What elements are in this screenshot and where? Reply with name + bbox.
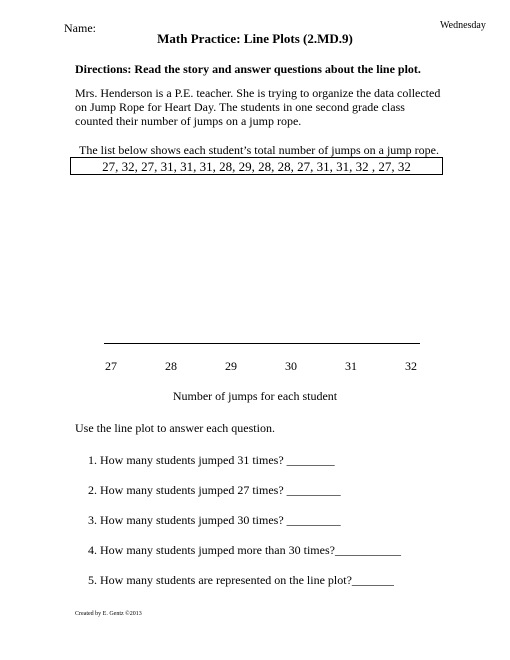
question-4: 4. How many students jumped more than 30 times?___________: [88, 543, 401, 557]
tick-label-27: 27: [105, 359, 117, 373]
tick-label-29: 29: [225, 359, 237, 373]
data-list-box: 27, 32, 27, 31, 31, 31, 28, 29, 28, 28, 27, 31, 31, 32 , 27, 32: [70, 157, 443, 175]
tick-label-32: 32: [405, 359, 417, 373]
worksheet-title: Math Practice: Line Plots (2.MD.9): [157, 31, 353, 46]
line-plot-axis: [104, 343, 420, 344]
name-label: Name:: [64, 21, 96, 35]
tick-label-31: 31: [345, 359, 357, 373]
instructions-text: Use the line plot to answer each question.: [75, 421, 275, 435]
question-3: 3. How many students jumped 30 times? _________: [88, 513, 341, 527]
tick-label-28: 28: [165, 359, 177, 373]
question-1: 1. How many students jumped 31 times? ________: [88, 453, 335, 467]
story-line: on Jump Rope for Heart Day. The students in one second grade class: [75, 100, 405, 114]
directions-text: Directions: Read the story and answer questions about the line plot.: [75, 62, 421, 76]
data-list-label: The list below shows each student’s total number of jumps on a jump rope.: [79, 143, 439, 157]
story-line: counted their number of jumps on a jump rope.: [75, 114, 302, 128]
axis-label: Number of jumps for each student: [172, 389, 338, 403]
day-label: Wednesday: [440, 20, 486, 31]
story-paragraph: [75, 86, 455, 128]
question-5: 5. How many students are represented on the line plot?_______: [88, 573, 394, 587]
tick-label-30: 30: [285, 359, 297, 373]
credit-text: Created by E. Gentz ©2013: [75, 611, 142, 617]
question-2: 2. How many students jumped 27 times? _________: [88, 483, 341, 497]
story-line: Mrs. Henderson is a P.E. teacher. She is trying to organize the data collected: [75, 86, 441, 100]
